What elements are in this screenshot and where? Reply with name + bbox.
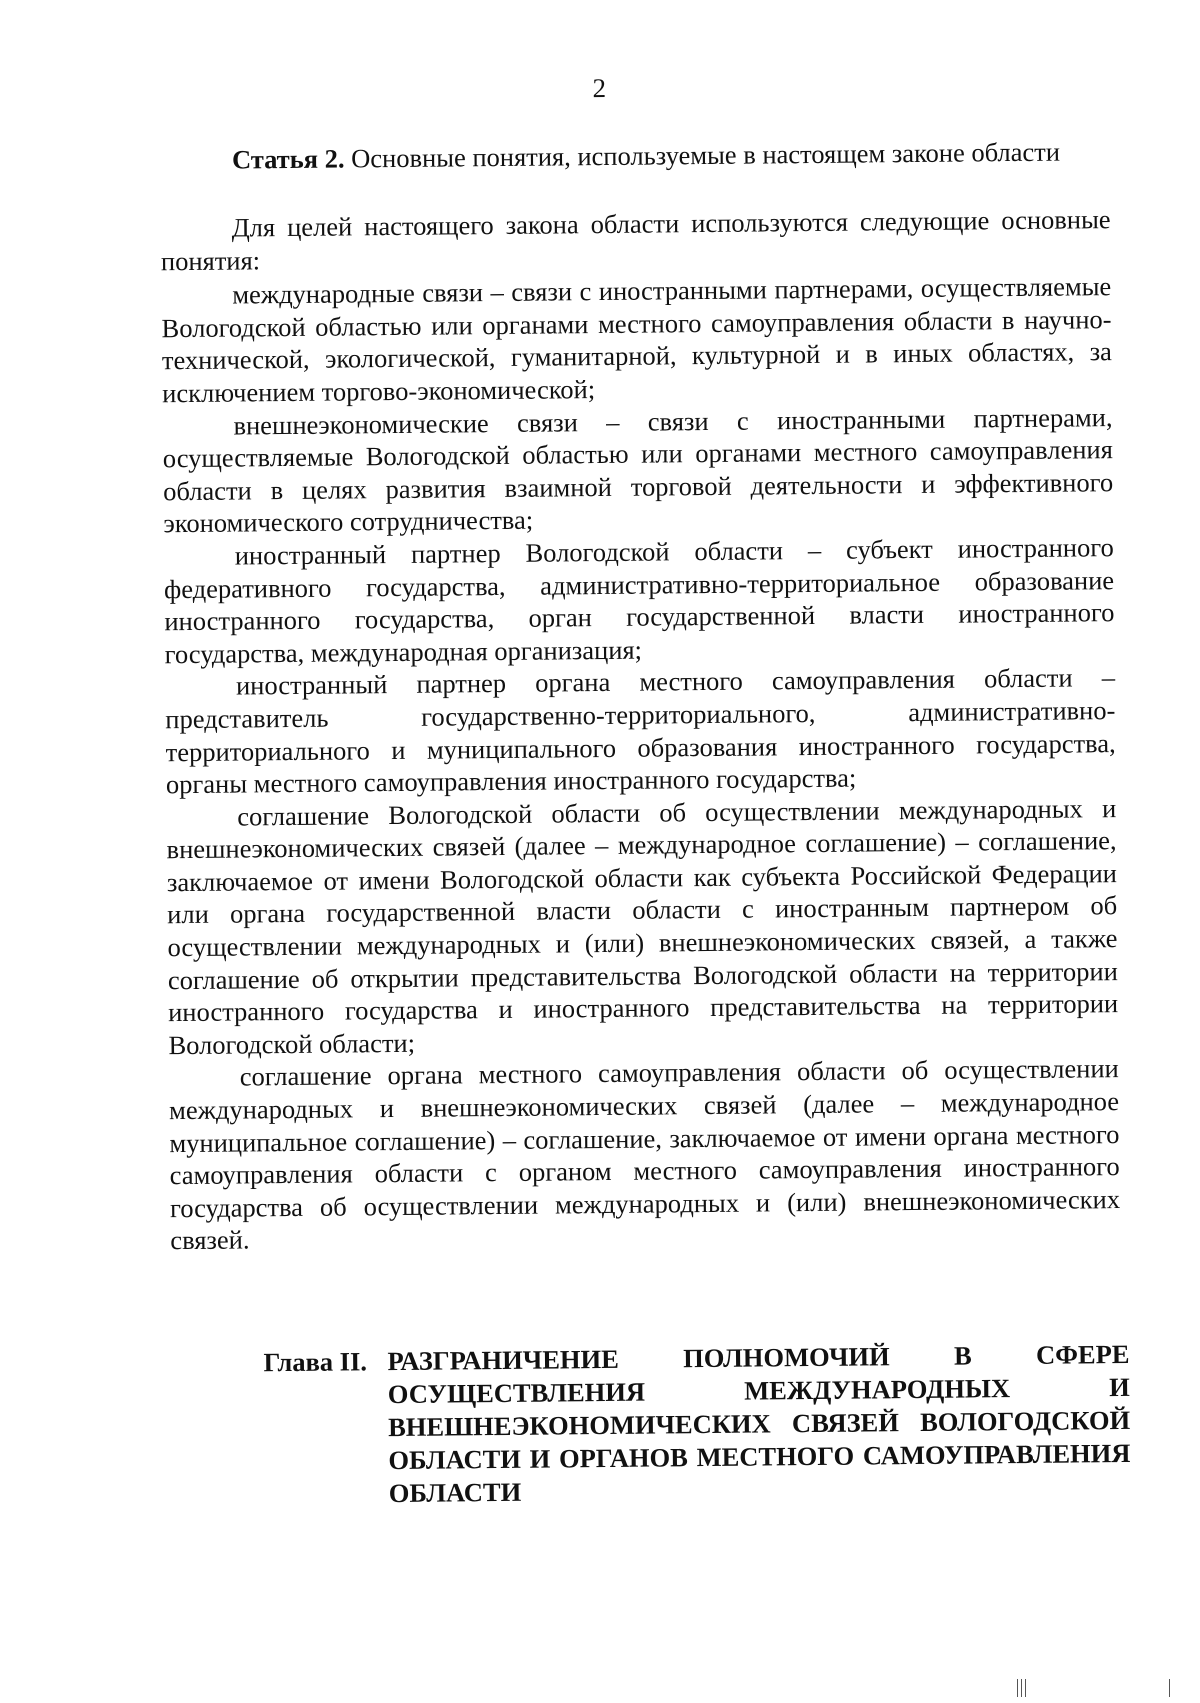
definition-international-agreement: соглашение Вологодской области об осуществлении международных и внешнеэкономических связей (далее – международное соглашение) – соглашение, заключаемое от имени Вологодской области как субъекта Российской Федерации или органа государственной власти области с иностранным партнером об осуществлении международных и (или) внешнеэкономических связей, а также соглашение об открытии представительства Вологодской области на территории иностранного государства и иностранного представительства на территории Вологодской области; <box>166 792 1119 1061</box>
definition-foreign-partner-municipal: иностранный партнер органа местного самоуправления области – представитель государственно-территориального, административно-территориального и муниципального образования иностранного государства, органы местного самоуправления иностранного государства; <box>165 662 1116 800</box>
scan-edge-marks <box>1000 1667 1200 1697</box>
article-body <box>160 203 1120 1257</box>
article-heading <box>232 135 1092 176</box>
chapter-title: РАЗГРАНИЧЕНИЕ ПОЛНОМОЧИЙ В СФЕРЕ ОСУЩЕСТВЛЕНИЯ МЕЖДУНАРОДНЫХ И ВНЕШНЕЭКОНОМИЧЕСКИХ СВЯЗЕЙ ВОЛОГОДСКОЙ ОБЛАСТИ И ОРГАНОВ МЕСТНОГО САМОУПРАВЛЕНИЯ ОБЛАСТИ <box>387 1338 1131 1509</box>
paragraph-intro: Для целей настоящего закона области используются следующие основные понятия: <box>160 204 1111 276</box>
article-title: Основные понятия, используемые в настоящем законе области <box>351 136 1061 174</box>
page-number: 2 <box>592 72 607 104</box>
article-label: Статья 2. <box>231 143 345 175</box>
scan-mark <box>1169 1679 1170 1697</box>
scan-mark <box>1017 1679 1018 1697</box>
definition-municipal-agreement: соглашение органа местного самоуправления области об осуществлении международных и внешнеэкономических связей (далее – международное муниципальное соглашение) – соглашение, заключаемое от имени органа местного самоуправления области с органом местного самоуправления иностранного государства об осуществлении международных и (или) внешнеэкономических связей. <box>168 1053 1121 1256</box>
definition-foreign-economic-relations: внешнеэкономические связи – связи с иностранными партнерами, осуществляемые Вологодской областью или органами местного самоуправления области в целях развития взаимной торговой деятельности и эффективного экономического сотрудничества; <box>162 401 1114 539</box>
scan-mark <box>1025 1679 1026 1697</box>
scan-mark <box>1021 1679 1022 1697</box>
definition-international-relations: международные связи – связи с иностранными партнерами, осуществляемые Вологодской областью или органами местного самоуправления области в научно-технической, экологической, гуманитарной, культурной и в иных областях, за исключением торгово-экономической; <box>161 271 1113 409</box>
chapter-heading <box>263 1338 1131 1509</box>
chapter-label: Глава II. <box>263 1346 368 1378</box>
definition-foreign-partner-region: иностранный партнер Вологодской области – субъект иностранного федеративного государства, административно-территориальное образование иностранного государства, орган государственной власти иностранного государства, международная организация; <box>163 532 1115 669</box>
